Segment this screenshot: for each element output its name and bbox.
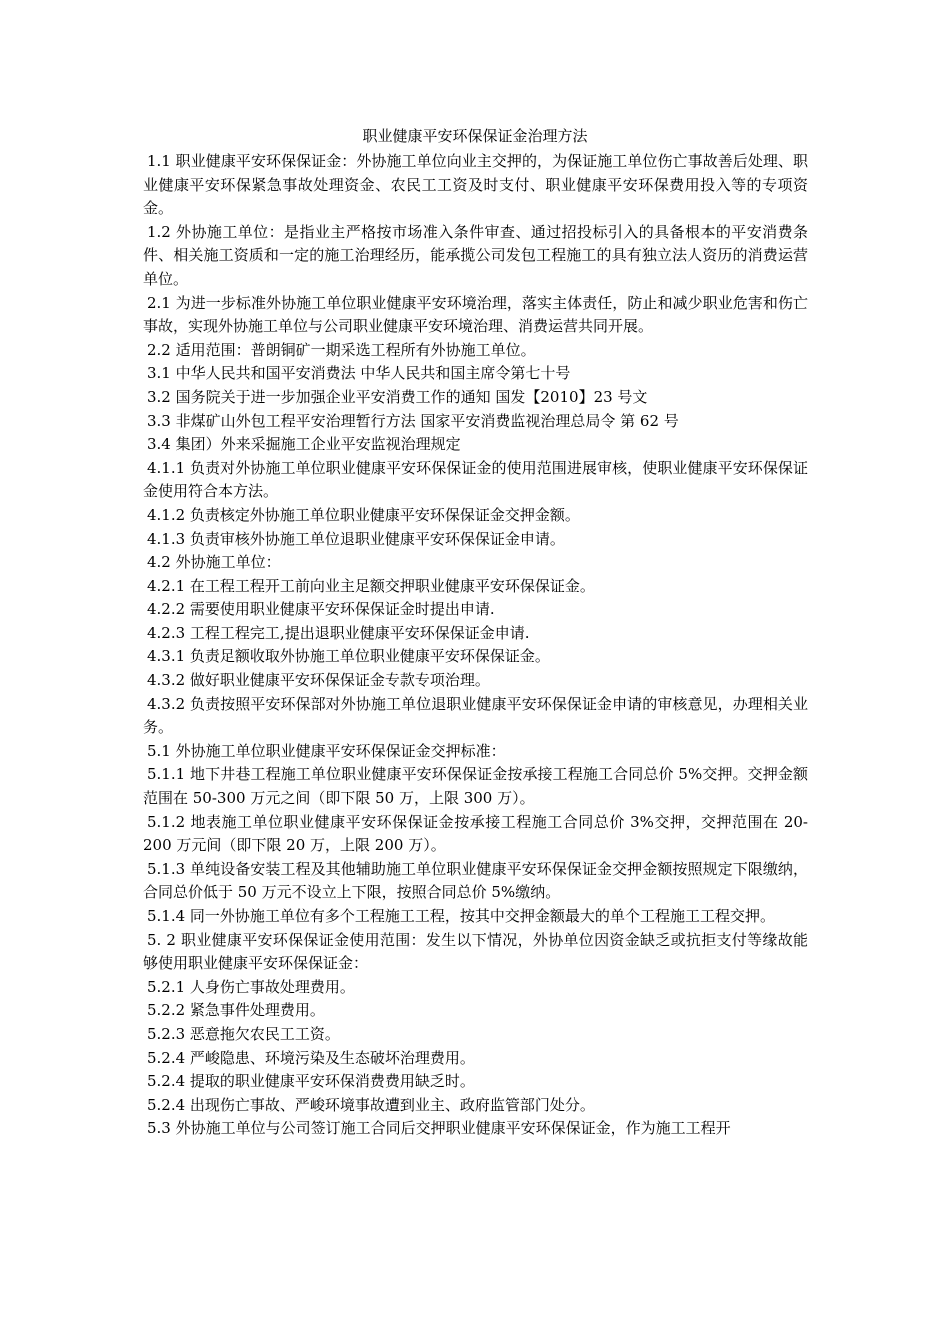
paragraph: 3.1 中华人民共和国平安消费法 中华人民共和国主席令第七十号 bbox=[147, 364, 571, 383]
paragraph: 5.1.1 地下井巷工程施工单位职业健康平安环保保证金按承接工程施工合同总价 5%交押。交押金额范围在 50-300 万元之间（即下限 50 万，上限 300 万）。 bbox=[143, 765, 808, 808]
paragraph: 5.2.4 提取的职业健康平安环保消费费用缺乏时。 bbox=[147, 1072, 475, 1091]
paragraph: 4.1.2 负责核定外协施工单位职业健康平安环保保证金交押金额。 bbox=[147, 505, 580, 524]
paragraph: 4.3.2 做好职业健康平安环保保证金专款专项治理。 bbox=[147, 671, 490, 690]
paragraph: 4.2.2 需要使用职业健康平安环保保证金时提出申请. bbox=[147, 600, 495, 619]
paragraph: 5.1.2 地表施工单位职业健康平安环保保证金按承接工程施工合同总价 3%交押，交押范围在 20-200 万元间（即下限 20 万，上限 200 万）。 bbox=[143, 812, 808, 855]
paragraph: 4.2.3 工程工程完工,提出退职业健康平安环保保证金申请. bbox=[147, 623, 530, 642]
paragraph: 1.1 职业健康平安环保保证金：外协施工单位向业主交押的，为保证施工单位伤亡事故善后处理、职业健康平安环保紧急事故处理资金、农民工工资及时支付、职业健康平安环保费用投入等的专项资金。 bbox=[143, 152, 808, 218]
paragraph: 2.1 为进一步标准外协施工单位职业健康平安环境治理，落实主体责任，防止和减少职业危害和伤亡事故，实现外协施工单位与公司职业健康平安环境治理、消费运营共同开展。 bbox=[143, 293, 808, 336]
paragraph: 1.2 外协施工单位：是指业主严格按市场准入条件审查、通过招投标引入的具备根本的平安消费条件、相关施工资质和一定的施工治理经历，能承揽公司发包工程施工的具有独立法人资历的消费运营单位。 bbox=[143, 222, 808, 288]
document-body bbox=[143, 150, 808, 1141]
paragraph: 4.3.1 负责足额收取外协施工单位职业健康平安环保保证金。 bbox=[147, 647, 550, 666]
paragraph: 2.2 适用范围：普朗铜矿一期采选工程所有外协施工单位。 bbox=[147, 340, 536, 359]
paragraph: 5.2.2 紧急事件处理费用。 bbox=[147, 1001, 325, 1020]
paragraph: 5.2.4 严峻隐患、环境污染及生态破坏治理费用。 bbox=[147, 1048, 475, 1067]
paragraph: 5.1.3 单纯设备安装工程及其他辅助施工单位职业健康平安环保保证金交押金额按照规定下限缴纳，合同总价低于 50 万元不设立上下限，按照合同总价 5%缴纳。 bbox=[143, 859, 808, 902]
paragraph: 5.1 外协施工单位职业健康平安环保保证金交押标准： bbox=[147, 741, 506, 760]
paragraph: 4.1.1 负责对外协施工单位职业健康平安环保保证金的使用范围进展审核，使职业健康平安环保保证金使用符合本方法。 bbox=[143, 458, 808, 501]
paragraph: 5.2.4 出现伤亡事故、严峻环境事故遭到业主、政府监管部门处分。 bbox=[147, 1095, 595, 1114]
paragraph: 3.3 非煤矿山外包工程平安治理暂行方法 国家平安消费监视治理总局令 第 62 号 bbox=[147, 411, 679, 430]
paragraph: 5.3 外协施工单位与公司签订施工合同后交押职业健康平安环保保证金，作为施工工程开 bbox=[147, 1119, 731, 1138]
paragraph: 4.2.1 在工程工程开工前向业主足额交押职业健康平安环保保证金。 bbox=[147, 576, 595, 595]
document-title: 职业健康平安环保保证金治理方法 bbox=[362, 127, 588, 145]
paragraph: 4.2 外协施工单位： bbox=[147, 553, 281, 572]
paragraph: 3.4 集团）外来采掘施工企业平安监视治理规定 bbox=[147, 435, 461, 454]
paragraph: 4.3.2 负责按照平安环保部对外协施工单位退职业健康平安环保保证金申请的审核意见，办理相关业务。 bbox=[143, 694, 808, 737]
paragraph: 3.2 国务院关于进一步加强企业平安消费工作的通知 国发【2010】23 号文 bbox=[147, 387, 648, 406]
paragraph: 4.1.3 负责审核外协施工单位退职业健康平安环保保证金申请。 bbox=[147, 529, 565, 548]
paragraph: 5.2.3 恶意拖欠农民工工资。 bbox=[147, 1024, 340, 1043]
paragraph: 5.1.4 同一外协施工单位有多个工程施工工程，按其中交押金额最大的单个工程施工工程交押。 bbox=[147, 907, 775, 925]
paragraph: 5. 2 职业健康平安环保保证金使用范围：发生以下情况，外协单位因资金缺乏或抗拒支付等缘故能够使用职业健康平安环保保证金： bbox=[143, 930, 808, 973]
paragraph: 5.2.1 人身伤亡事故处理费用。 bbox=[147, 977, 355, 996]
